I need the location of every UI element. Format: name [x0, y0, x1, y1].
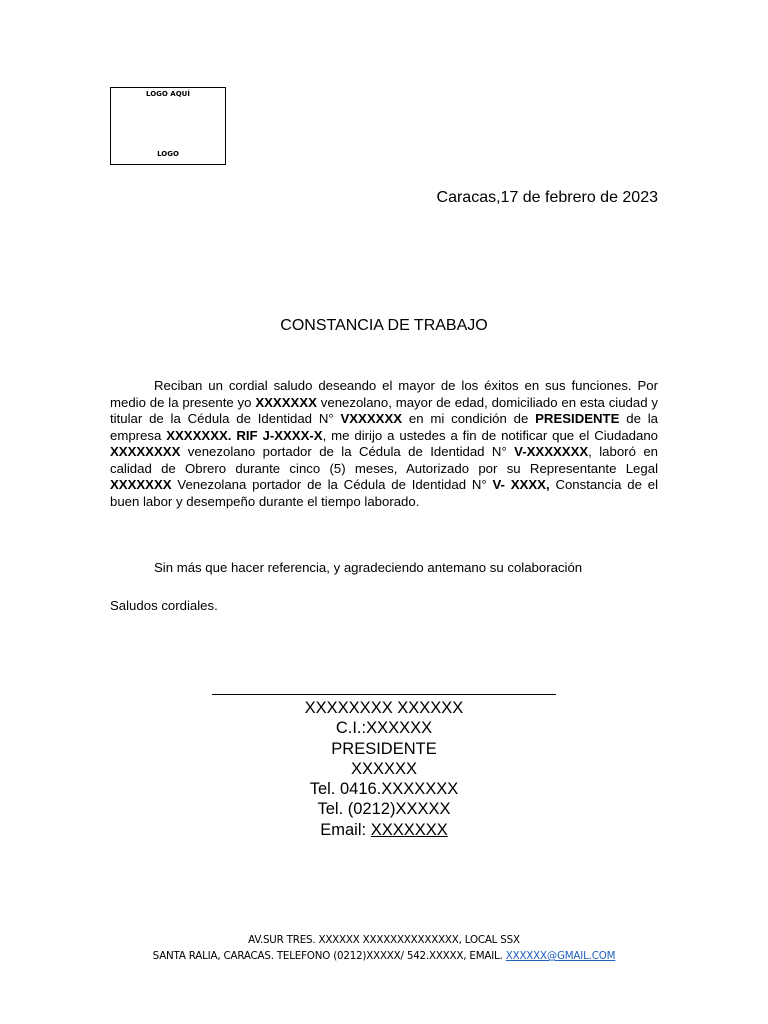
- body-bold: XXXXXXXX: [110, 444, 181, 459]
- body-paragraph: [110, 378, 658, 510]
- body-text: Reciban un cordial saludo deseando el mayor de los éxitos en sus funciones. Por medio de la presente yo: [110, 378, 658, 410]
- second-paragraph: Sin más que hacer referencia, y agradeciendo antemano su colaboración: [154, 560, 583, 575]
- closing-line: Saludos cordiales.: [110, 598, 218, 613]
- signature-block: [0, 698, 768, 840]
- footer: [0, 932, 768, 964]
- signer-name: XXXXXXXX XXXXXX: [304, 699, 464, 717]
- date-line: Caracas,17 de febrero de 2023: [436, 189, 658, 206]
- body-text: venezolano, mayor de edad, domiciliado en esta ciudad y titular de la Cédula de Identidad N°: [110, 394, 658, 426]
- body-bold: V- XXXX,: [492, 477, 550, 492]
- logo-placeholder: [110, 87, 226, 165]
- footer-contact-text: SANTA RALIA, CARACAS. TELEFONO (0212)XXXXX/ 542.XXXXX, EMAIL.: [152, 950, 506, 962]
- body-text: venezolano portador de la Cédula de Identidad N°: [180, 444, 515, 459]
- body-text: en mi condición de: [402, 411, 536, 426]
- footer-email-link[interactable]: XXXXXX@GMAIL.COM: [505, 950, 616, 962]
- logo-top-text: LOGO AQUÍ: [146, 90, 190, 98]
- body-text: Venezolana portador de la Cédula de Identidad N°: [171, 477, 493, 492]
- email-value: XXXXXXX: [370, 820, 448, 839]
- email-label: Email:: [320, 820, 371, 839]
- signature-line: [212, 694, 556, 695]
- body-bold: PRESIDENTE: [535, 411, 620, 426]
- signer-role: PRESIDENTE: [331, 739, 437, 758]
- body-text: , me dirijo a ustedes a fin de notificar que el Ciudadano: [322, 427, 658, 443]
- body-bold: VXXXXXX: [340, 411, 403, 426]
- logo-bottom-text: LOGO: [157, 150, 179, 158]
- body-text: de la empresa: [110, 411, 658, 443]
- footer-address: AV.SUR TRES. XXXXXX XXXXXXXXXXXXXX, LOCAL SSX: [248, 934, 520, 946]
- body-bold: V-XXXXXXX: [514, 444, 589, 459]
- body-bold: XXXXXXX. RIF J-XXXX-X: [166, 427, 323, 443]
- document-title: CONSTANCIA DE TRABAJO: [280, 317, 488, 334]
- signer-tel-mobile: Tel. 0416.XXXXXXX: [309, 780, 459, 799]
- body-bold: XXXXXXX: [110, 477, 172, 492]
- signer-tel-office: Tel. (0212)XXXXX: [317, 800, 451, 819]
- signer-ci: C.I.:XXXXXX: [335, 719, 433, 738]
- body-text: Constancia de el buen labor y desempeño durante el tiempo laborado.: [110, 477, 658, 509]
- body-bold: XXXXXXX: [255, 394, 317, 410]
- body-text: , laboró en calidad de Obrero durante cinco (5) meses, Autorizado por su Representante Legal: [110, 444, 658, 476]
- footer-contact: [0, 948, 768, 964]
- signer-email: [0, 820, 768, 840]
- signer-company: XXXXXX: [350, 759, 418, 778]
